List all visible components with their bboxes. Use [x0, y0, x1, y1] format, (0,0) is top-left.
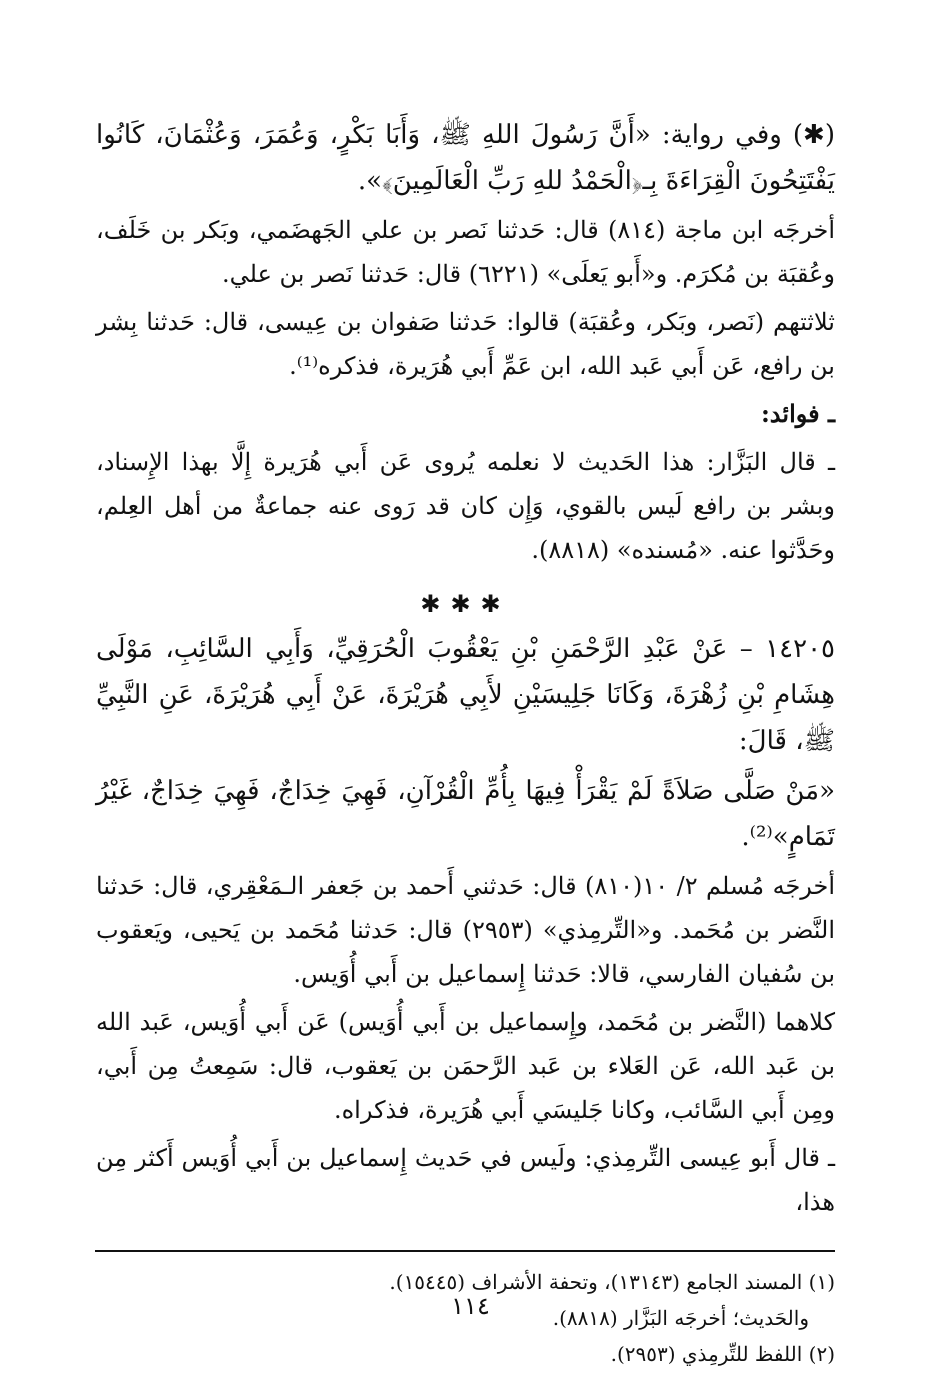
hadith-14205-matn: «مَنْ صَلَّى صَلاَةً لَمْ يَقْرَأْ فِيهَا بِأُمِّ الْقُرْآنِ، فَهِيَ خِدَاجٌ، فَهِيَ خِدَاجٌ، غَيْرُ تَمَامٍ»⁽²⁾.: [96, 776, 835, 852]
fawaid-heading: ـ فوائد:: [760, 399, 835, 428]
main-text: [96, 112, 835, 1224]
section-separator: ✱✱✱: [420, 590, 511, 618]
footnote-2: (٢) اللفظ للتِّرمِذي (٢٩٥٣).: [610, 1342, 835, 1366]
takhrij-paragraph: أخرجَه ابن ماجة (٨١٤) قال: حَدثنا نَصر بن علي الجَهضَمي، وبَكر بن خَلَف، وعُقبَة بن مُكرَم. و«أَبو يَعلَى» (٦٢٢١) قال: حَدثنا نَصر بن علي.: [96, 216, 835, 288]
takhrij-muslim: أخرجَه مُسلم ٢/ ١٠(٨١٠) قال: حَدثني أَحمد بن جَعفر الـمَعْقِري، قال: حَدثنا النَّضر بن مُحَمد. و«التِّرمِذي» (٢٩٥٣) قال: حَدثنا مُحَمد بن يَحيى، ويَعقوب بن سُفيان الفارسي، قالا: حَدثنا إِسماعيل بن أَبي أُوَيس.: [96, 872, 836, 988]
footnote-divider: [95, 1250, 835, 1252]
hadith-14205-intro: ١٤٢٠٥ – عَنْ عَبْدِ الرَّحْمَنِ بْنِ يَعْقُوبَ الْحُرَقِيِّ، وَأَبِي السَّائِبِ، مَوْلَى هِشَامِ بْنِ زُهْرَةَ، وَكَانَا جَلِيسَيْنِ لأَبِي هُرَيْرَةَ، عَنْ أَبِي هُرَيْرَةَ، عَنِ النَّبِيِّ ﷺ، قَالَ:: [96, 634, 835, 756]
footnote-1-continued: والحَديث؛ أخرجَه البَزَّار (٨٨١٨).: [552, 1306, 809, 1330]
isnad-paragraph: ثلاثتهم (نَصر، وبَكر، وعُقبَة) قالوا: حَدثنا صَفوان بن عِيسى، قال: حَدثنا بِشر بن رافع، عَن أَبي عَبد الله، ابن عَمِّ أَبي هُرَيرة، فذكره⁽¹⁾.: [96, 308, 835, 380]
hadith-variant-text: (✱) وفي رواية: «أَنَّ رَسُولَ اللهِ ﷺ، وَأَبَا بَكْرٍ، وَعُمَرَ، وَعُثْمَانَ، كَانُوا يَفْتَتِحُونَ الْقِرَاءَةَ بِـ﴿الْحَمْدُ للهِ رَبِّ الْعَالَمِينَ﴾».: [96, 120, 835, 196]
tirmidhi-comment: ـ قال أَبو عِيسى التِّرمِذي: ولَيس في حَديث إِسماعيل بن أَبي أُوَيس أَكثر مِن هذا،: [96, 1144, 835, 1216]
bazzar-comment: ـ قال البَزَّار: هذا الحَديث لا نعلمه يُروى عَن أَبي هُرَيرة إِلَّا بهذا الإِسناد، وبشر بن رافع لَيس بالقوي، وَإِن كان قد رَوى عنه جماعةٌ من أهل العِلم، وحَدَّثوا عنه. «مُسنده» (٨٨١٨).: [96, 448, 835, 564]
footnote-1: (١) المسند الجامع (١٣١٤٣)، وتحفة الأشراف (١٥٤٤٥).: [389, 1270, 835, 1294]
page-number: ١١٤: [451, 1292, 490, 1320]
isnad-both: كلاهما (النَّضر بن مُحَمد، وإِسماعيل بن أَبي أُوَيس) عَن أَبي أُوَيس، عَبد الله بن عَبد الله، عَن العَلاء بن عَبد الرَّحمَن بن يَعقوب، قال: سَمِعتُ مِن أَبي، ومِن أَبي السَّائب، وكانا جَليسَي أَبي هُرَيرة، فذكراه.: [96, 1008, 835, 1124]
